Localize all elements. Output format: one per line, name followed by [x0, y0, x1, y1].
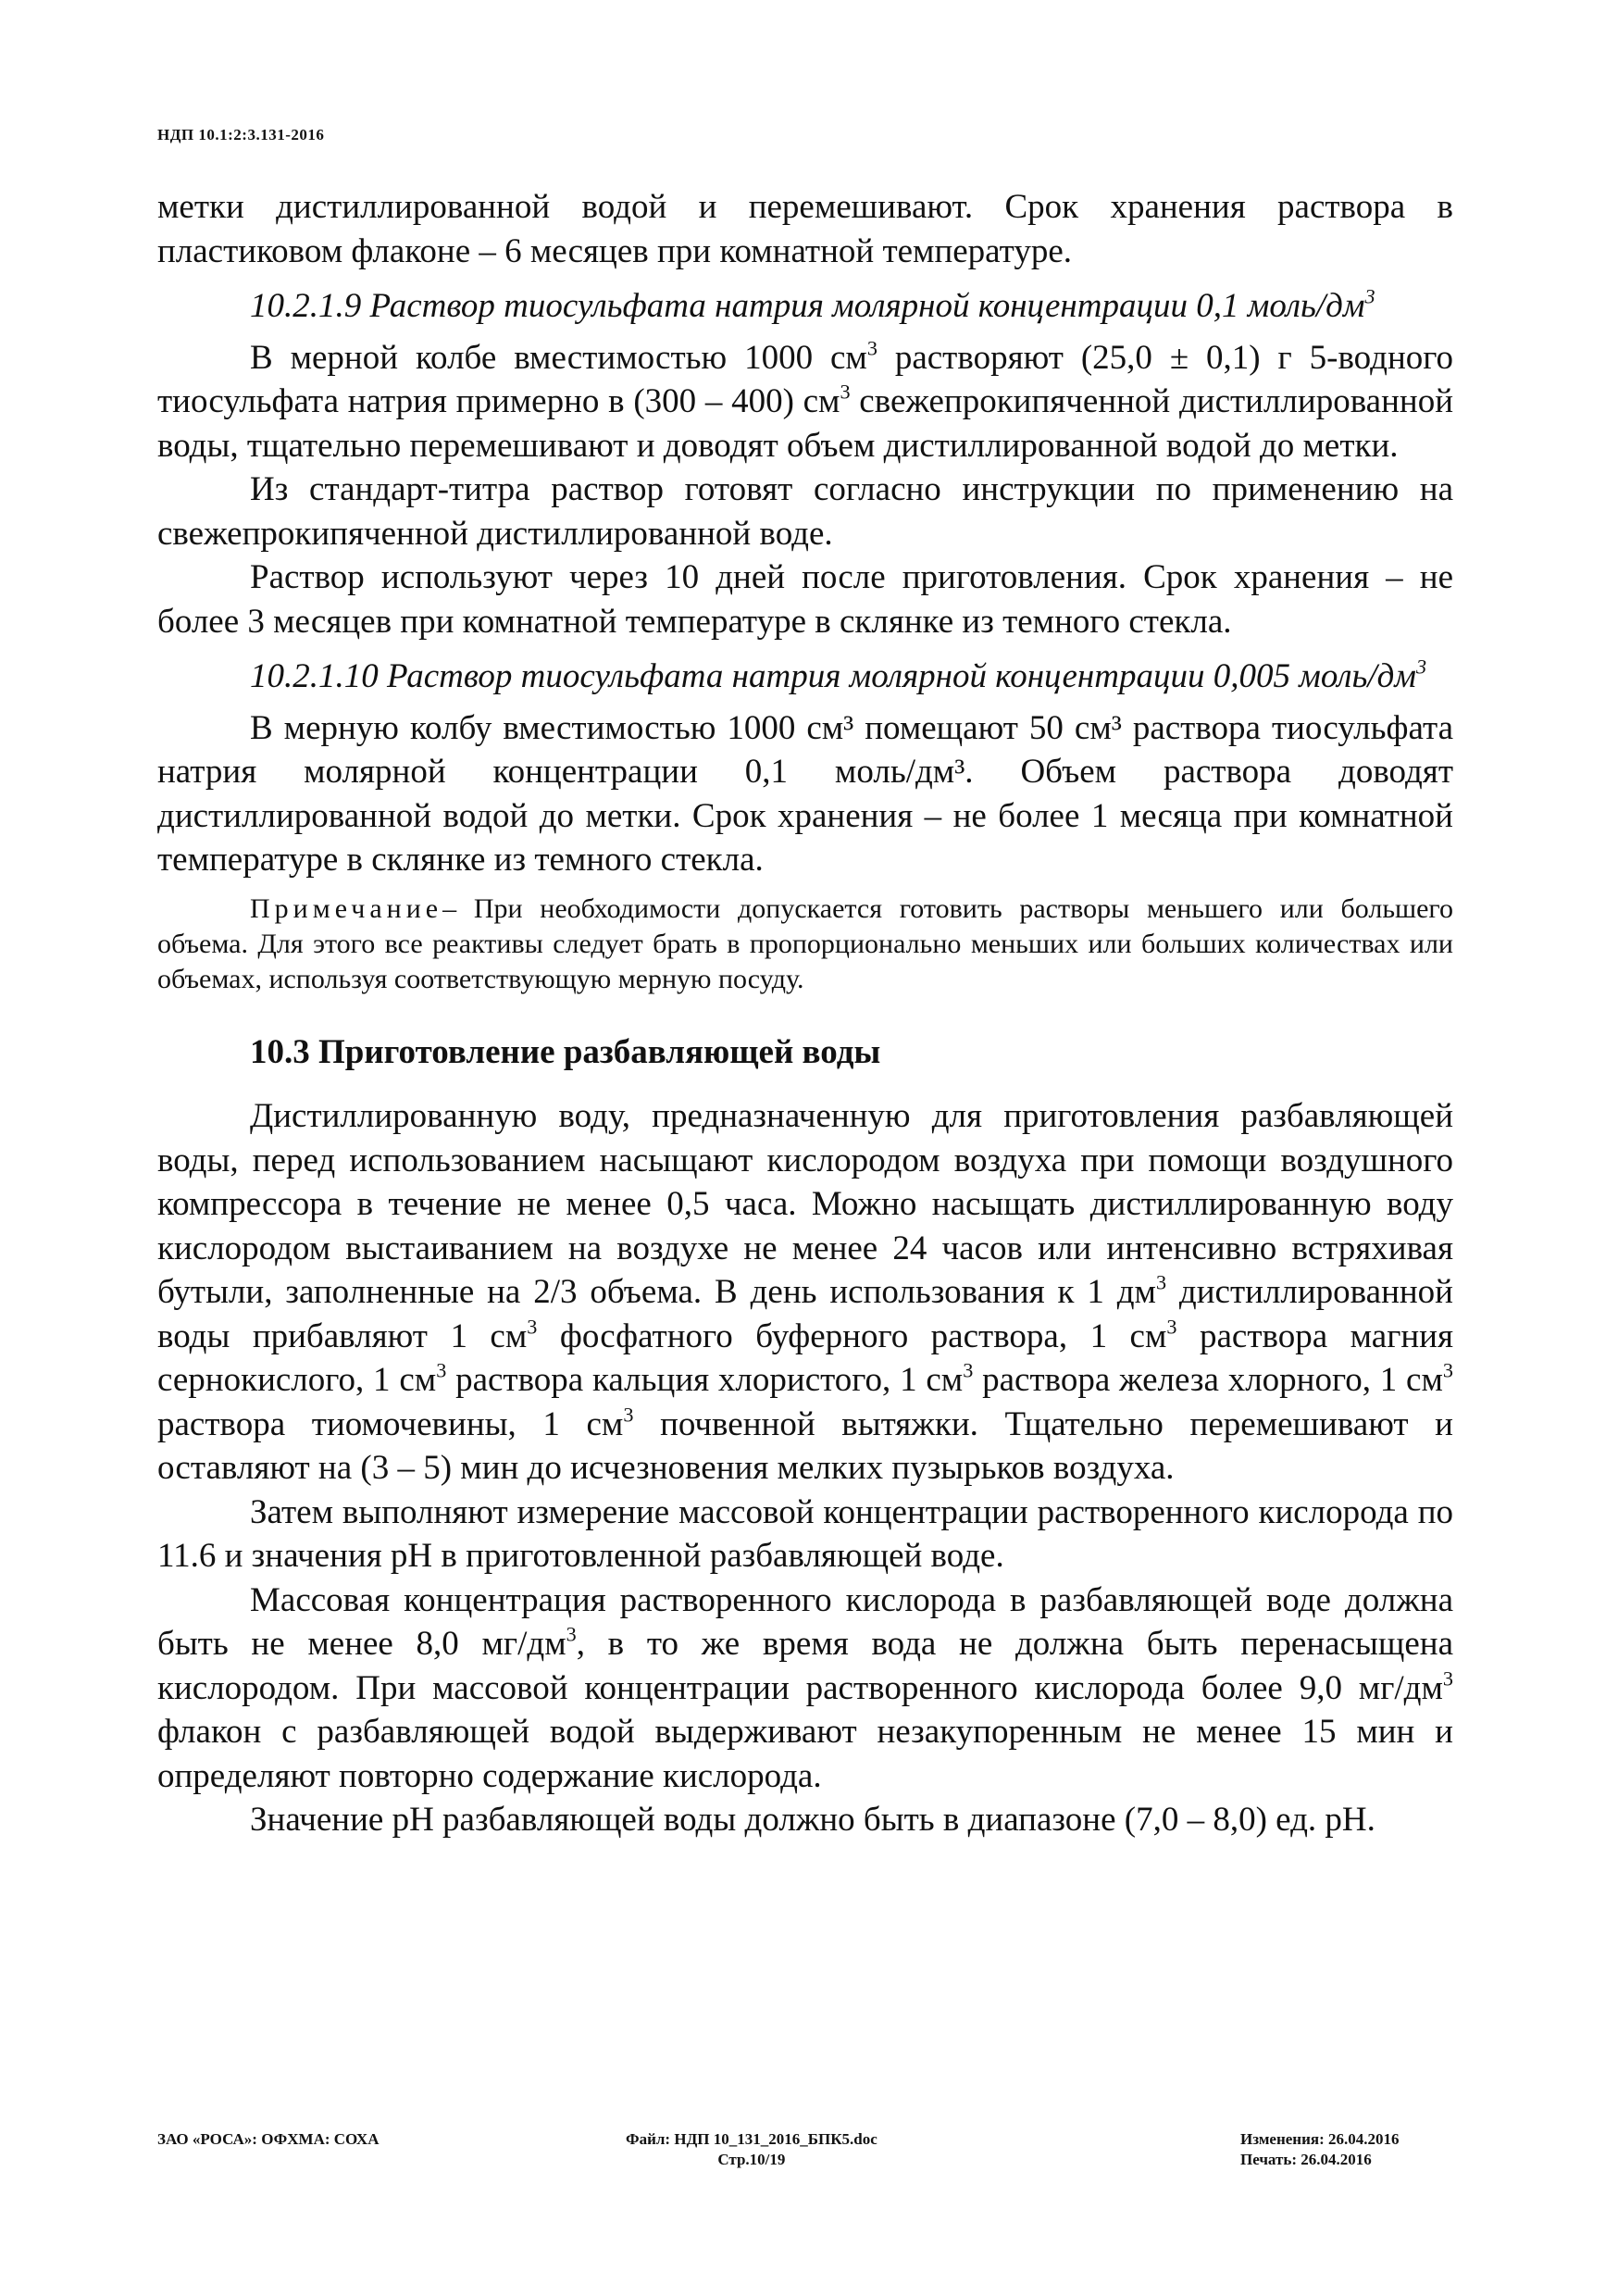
paragraph-preparation	[157, 336, 1453, 468]
superscript: 3	[866, 336, 877, 360]
footer-dates	[1240, 2129, 1399, 2170]
text-fragment: свежепрокипяченной дистиллированной воды, тщательно перемешивают и доводят объем дистиллированной водой до метки.	[157, 382, 1454, 465]
section-paragraph-1	[157, 1094, 1453, 1491]
footer-file-info	[626, 2129, 877, 2170]
text-fragment: раствора магния сернокислого, 1 см	[157, 1316, 1453, 1399]
text-fragment: Дистиллированную воду, предназначенную для приготовления разбавляющей воды, перед использованием насыщают кислородом воздуха при помощи воздушного компрессора в течение не менее 0,5 часа. Можно насыщать дистиллированную воду кислородом выстаиванием на воздухе не менее 24 часов или интенсивно встряхивая бутыли, заполненные на 2/3 объема. В день использования к 1 дм	[157, 1097, 1453, 1311]
text-fragment: , в то же время вода не должна быть перенасыщена кислородом. При массовой концентрации растворенного кислорода более 9,0 мг/дм	[157, 1625, 1453, 1707]
superscript: 3	[436, 1358, 447, 1382]
footer-organization: ЗАО «РОСА»: ОФХМА: СОХА	[157, 2130, 380, 2148]
heading-text: 10.2.1.10 Раствор тиосульфата натрия молярной концентрации 0,005 моль/дм	[250, 657, 1416, 695]
footer-page-number: Стр.10/19	[717, 2151, 786, 2168]
text-fragment: флакон с разбавляющей водой выдерживают незакупоренным не менее 15 мин и определяют повторно содержание кислорода.	[157, 1713, 1453, 1795]
note-label: Примечание	[250, 892, 443, 924]
superscript: 3	[840, 380, 851, 404]
superscript: 3	[1416, 655, 1427, 679]
superscript: 3	[963, 1358, 974, 1382]
text-fragment: растворяют (25,0 ± 0,1) г 5-водного тиосульфата натрия примерно в (300 – 400) см	[157, 338, 1453, 420]
subsection-heading-10-2-1-10	[157, 655, 1453, 699]
text-fragment: Массовая концентрация растворенного кислорода в разбавляющей воде должна быть не менее 8,0 мг/дм	[157, 1580, 1453, 1663]
section-paragraph-2: Затем выполняют измерение массовой концентрации растворенного кислорода по 11.6 и значения pH в приготовленной разбавляющей воде.	[157, 1492, 1453, 1575]
superscript: 3	[1155, 1270, 1167, 1294]
subsection-heading-10-2-1-9	[157, 284, 1453, 329]
paragraph-standard-titre: Из стандарт-титра раствор готовят согласно инструкции по применению на свежепрокипяченной дистиллированной воде.	[157, 470, 1453, 553]
footer-file-name: Файл: НДП 10_131_2016_БПК5.doc	[626, 2130, 877, 2148]
paragraph-continuation: метки дистиллированной водой и перемешивают. Срок хранения раствора в пластиковом флаконе – 6 месяцев при комнатной температуре.	[157, 188, 1453, 270]
footer-changes-date: Изменения: 26.04.2016	[1240, 2130, 1400, 2148]
superscript: 3	[1442, 1666, 1453, 1691]
text-fragment: фосфатного буферного раствора, 1 см	[537, 1316, 1167, 1355]
paragraph-dilution: В мерную колбу вместимостью 1000 см³ помещают 50 см³ раствора тиосульфата натрия молярной концентрации 0,1 моль/дм³. Объем раствора доводят дистиллированной водой до метки. Срок хранения – не более 1 месяца при комнатной температуре в склянке из темного стекла.	[157, 708, 1453, 879]
section-heading-10-3: 10.3 Приготовление разбавляющей воды	[250, 1032, 881, 1071]
heading-text: 10.2.1.9 Раствор тиосульфата натрия молярной концентрации 0,1 моль/дм	[250, 287, 1365, 325]
section-paragraph-3	[157, 1578, 1453, 1799]
footer-print-date: Печать: 26.04.2016	[1240, 2151, 1372, 2168]
text-fragment: В мерной колбе вместимостью 1000 см	[250, 338, 867, 377]
superscript: 3	[1166, 1315, 1177, 1339]
note-text: – При необходимости допускается готовить растворы меньшего или большего объема. Для этого все реактивы следует брать в пропорционально меньших или больших количествах или объемах, используя соответствующую мерную посуду.	[157, 892, 1453, 994]
superscript: 3	[566, 1622, 577, 1646]
text-fragment: раствора тиомочевины, 1 см	[157, 1404, 624, 1443]
superscript: 3	[1364, 284, 1375, 308]
text-fragment: раствора кальция хлористого, 1 см	[446, 1361, 964, 1399]
superscript: 3	[623, 1403, 634, 1427]
document-code: НДП 10.1:2:3.131-2016	[157, 126, 325, 144]
section-paragraph-4: Значение pH разбавляющей воды должно быть в диапазоне (7,0 – 8,0) ед. pH.	[250, 1801, 1375, 1839]
text-fragment: дистиллированной воды прибавляют 1 см	[157, 1273, 1453, 1355]
document-body	[157, 185, 1453, 1842]
text-fragment: почвенной вытяжки. Тщательно перемешивают и оставляют на (3 – 5) мин до исчезновения мелких пузырьков воздуха.	[157, 1404, 1453, 1487]
paragraph-storage: Раствор используют через 10 дней после приготовления. Срок хранения – не более 3 месяцев при комнатной температуре в склянке из темного стекла.	[157, 558, 1453, 641]
note	[157, 892, 1453, 997]
superscript: 3	[527, 1315, 538, 1339]
text-fragment: раствора железа хлорного, 1 см	[973, 1361, 1443, 1399]
superscript: 3	[1442, 1358, 1453, 1382]
